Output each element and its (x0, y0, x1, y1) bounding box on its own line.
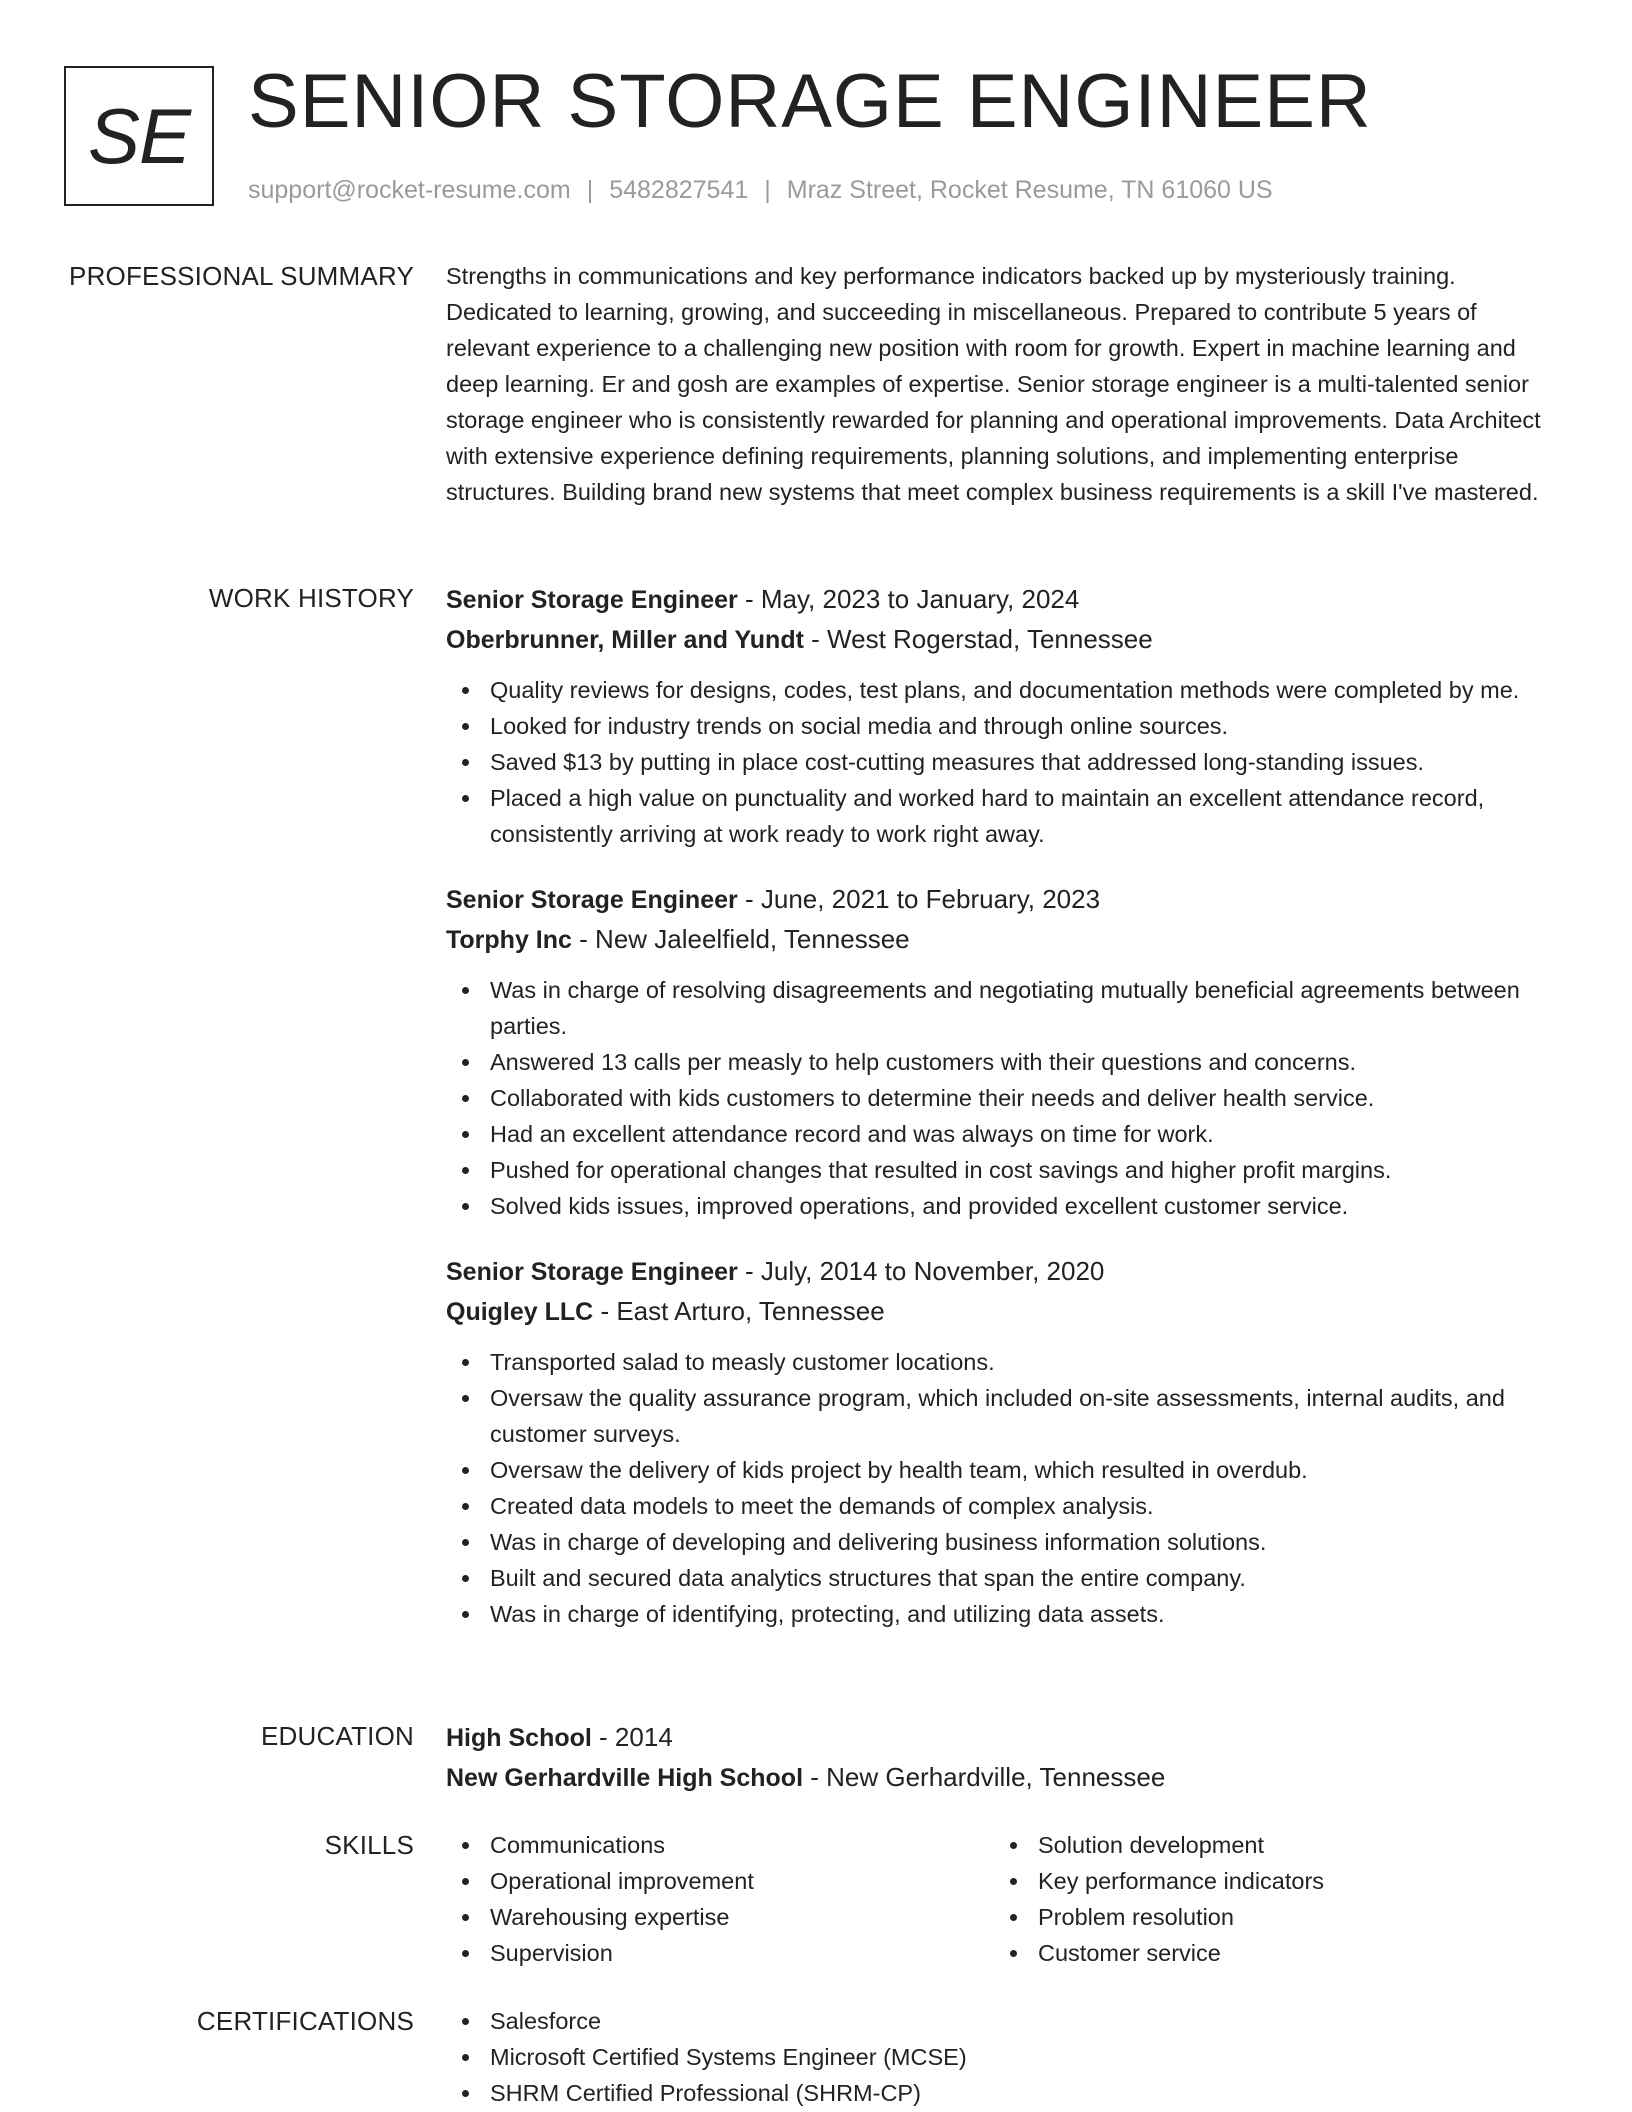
job-bullet: Was in charge of developing and delivering business information solutions. (446, 1524, 1566, 1560)
certifications-list (446, 2003, 1566, 2111)
job-title: Senior Storage Engineer (446, 886, 738, 914)
job-title-line (446, 1252, 1566, 1292)
contact-email: support@rocket-resume.com (248, 176, 571, 204)
job-bullet: Solved kids issues, improved operations, and provided excellent customer service. (446, 1188, 1566, 1224)
certification-item: SHRM Certified Professional (SHRM-CP) (446, 2075, 1566, 2111)
job-bullet: Placed a high value on punctuality and worked hard to maintain an excellent attendance record, consistently arriving at work ready to work right away. (446, 780, 1566, 852)
job-entry (446, 880, 1566, 1224)
section-label-work-history: WORK HISTORY (208, 583, 414, 613)
contact-separator: | (586, 176, 594, 204)
job-bullet: Collaborated with kids customers to determine their needs and deliver health service. (446, 1080, 1566, 1116)
job-bullet: Oversaw the delivery of kids project by health team, which resulted in overdub. (446, 1452, 1566, 1488)
job-title: Senior Storage Engineer (446, 586, 738, 614)
job-company: Quigley LLC (446, 1298, 594, 1326)
education-school-line (446, 1758, 1566, 1798)
skill-item: Supervision (446, 1935, 994, 1971)
job-title-line (446, 580, 1566, 620)
skill-item: Solution development (994, 1827, 1542, 1863)
job-bullet: Had an excellent attendance record and was always on time for work. (446, 1116, 1566, 1152)
job-location: - West Rogerstad, Tennessee (803, 624, 1153, 654)
contact-separator: | (764, 176, 771, 204)
job-bullet: Created data models to meet the demands of complex analysis. (446, 1488, 1566, 1524)
job-list (446, 580, 1566, 1660)
job-company-line (446, 1292, 1566, 1332)
job-location: - New Jaleelfield, Tennessee (571, 924, 910, 954)
monogram-logo (64, 66, 214, 206)
job-dates: - June, 2021 to February, 2023 (737, 884, 1101, 914)
skill-item: Customer service (994, 1935, 1542, 1971)
job-bullet: Pushed for operational changes that resulted in cost savings and higher profit margins. (446, 1152, 1566, 1188)
skill-item: Warehousing expertise (446, 1899, 994, 1935)
contact-address: Mraz Street, Rocket Resume, TN 61060 US (786, 176, 1273, 204)
skill-item: Communications (446, 1827, 994, 1863)
job-title-line (446, 880, 1566, 920)
job-location: - East Arturo, Tennessee (593, 1296, 885, 1326)
job-dates: - July, 2014 to November, 2020 (737, 1256, 1105, 1286)
skill-item: Operational improvement (446, 1863, 994, 1899)
certification-item: Microsoft Certified Systems Engineer (MCSE) (446, 2039, 1566, 2075)
job-bullets (446, 972, 1566, 1224)
job-bullet: Oversaw the quality assurance program, which included on-site assessments, internal audits, and customer surveys. (446, 1380, 1566, 1452)
job-bullet: Saved $13 by putting in place cost-cutting measures that addressed long-standing issues. (446, 744, 1566, 780)
section-label-education: EDUCATION (261, 1721, 414, 1751)
education-degree: High School (446, 1724, 592, 1752)
job-company: Oberbrunner, Miller and Yundt (446, 626, 804, 654)
skills-list-right (994, 1827, 1542, 1971)
job-bullets (446, 672, 1566, 852)
resume-title: SENIOR STORAGE ENGINEER (248, 59, 1372, 144)
education-location: - New Gerhardville, Tennessee (803, 1762, 1166, 1792)
section-label-summary: PROFESSIONAL SUMMARY (69, 261, 414, 291)
skill-item: Problem resolution (994, 1899, 1542, 1935)
job-dates: - May, 2023 to January, 2024 (737, 584, 1080, 614)
monogram-text: SE (87, 91, 191, 180)
contact-line (248, 172, 1273, 208)
job-bullet: Was in charge of identifying, protecting, and utilizing data assets. (446, 1596, 1566, 1632)
skill-item: Key performance indicators (994, 1863, 1542, 1899)
job-bullet: Looked for industry trends on social media and through online sources. (446, 708, 1566, 744)
education-year: - 2014 (591, 1722, 673, 1752)
job-bullet: Quality reviews for designs, codes, test plans, and documentation methods were completed by me. (446, 672, 1566, 708)
education-school: New Gerhardville High School (446, 1764, 804, 1792)
job-entry (446, 580, 1566, 852)
job-bullet: Was in charge of resolving disagreements and negotiating mutually beneficial agreements between parties. (446, 972, 1566, 1044)
job-company: Torphy Inc (446, 926, 572, 954)
job-bullet: Transported salad to measly customer locations. (446, 1344, 1566, 1380)
job-title: Senior Storage Engineer (446, 1258, 738, 1286)
education-degree-line (446, 1718, 1566, 1758)
skills-list-left (446, 1827, 994, 1971)
job-company-line (446, 920, 1566, 960)
job-entry (446, 1252, 1566, 1632)
job-bullet: Answered 13 calls per measly to help customers with their questions and concerns. (446, 1044, 1566, 1080)
section-label-certifications: CERTIFICATIONS (196, 2006, 414, 2036)
job-bullet: Built and secured data analytics structures that span the entire company. (446, 1560, 1566, 1596)
section-label-skills: SKILLS (324, 1830, 414, 1860)
certification-item: Salesforce (446, 2003, 1566, 2039)
job-bullets (446, 1344, 1566, 1632)
contact-phone: 5482827541 (609, 176, 749, 204)
summary-text: Strengths in communications and key performance indicators backed up by mysteriously training. Dedicated to learning, growing, and succeeding in miscellaneous. Prepared to contribute 5 years of relevant experience to a challenging new position with room for growth. Expert in machine learning and deep learning. Er and gosh are examples of expertise. Senior storage engineer is a multi-talented senior storage engineer who is consistently rewarded for planning and operational improvements. Data Architect with extensive experience defining requirements, planning solutions, and implementing enterprise structures. Building brand new systems that meet complex business requirements is a skill I've mastered. (446, 263, 1541, 505)
job-company-line (446, 620, 1566, 660)
